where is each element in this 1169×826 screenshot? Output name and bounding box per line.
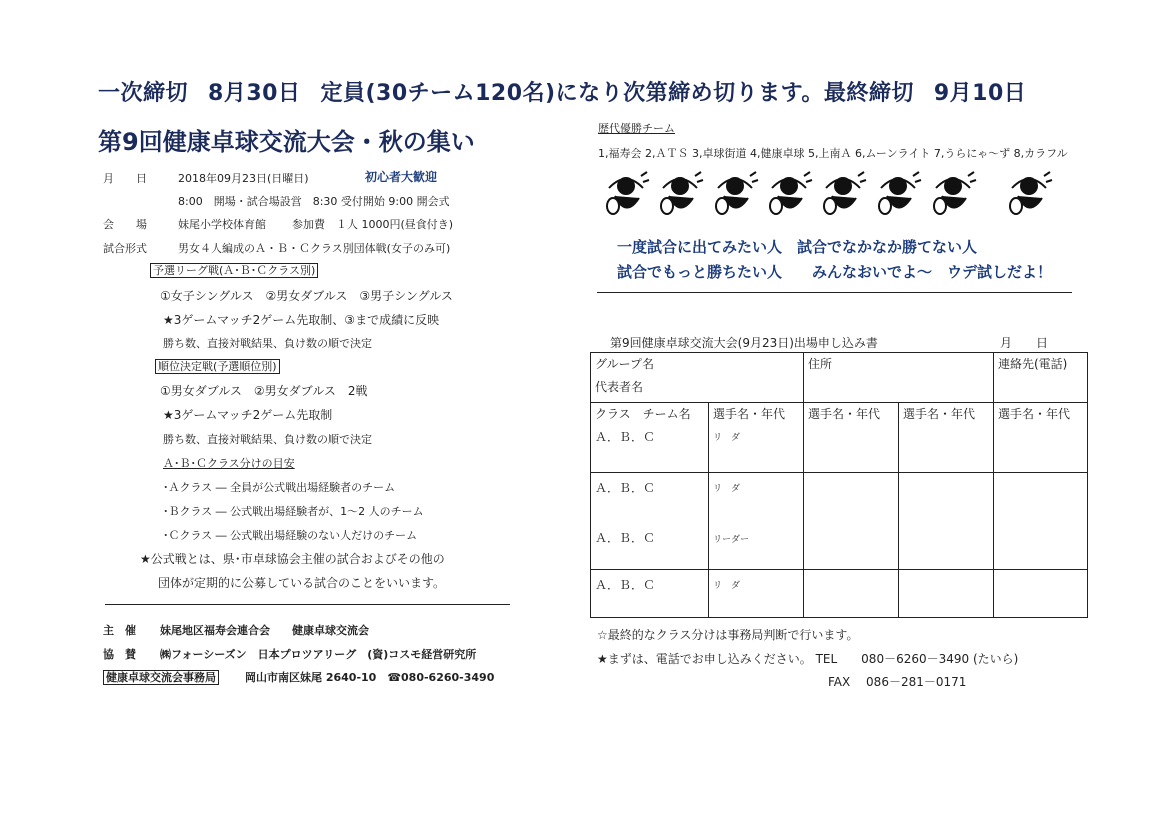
team-row-1-class[interactable]: [591, 403, 709, 473]
format-label: 試合形式: [103, 242, 147, 255]
class-decision-note: ☆最終的なクラス分けは事務局判断で行います。: [597, 628, 859, 642]
leader-label: リ ダ: [713, 484, 741, 494]
sponsor-value: ㈱フォーシーズン 日本プロツアリーグ (資)コスモ経営研究所: [160, 648, 477, 661]
host-value: 妹尾地区福寿会連合会 健康卓球交流会: [160, 624, 369, 637]
slogan-line2: 試合でもっと勝ちたい人 みんなおいでよ～ ウデ試しだよ！: [617, 263, 1053, 281]
date-label: 月 日: [103, 172, 147, 185]
table-tennis-player-icon: [655, 168, 705, 220]
team-row-2-class[interactable]: [591, 473, 709, 570]
ranking-rule: ★3ゲームマッチ2ゲーム先取制: [163, 408, 333, 422]
ranking-order: 勝ち数、直接対戦結果、負け数の順で決定: [163, 433, 372, 446]
capacity-notice: 定員(30チーム120名)になり次第締め切ります。最終締切: [320, 81, 914, 106]
form-title: 第9回健康卓球交流大会(9月23日)出場申し込み書: [610, 336, 878, 350]
table-tennis-player-icon: [873, 168, 923, 220]
group-name-label: グループ名: [595, 357, 655, 371]
team-row-4-player-2[interactable]: [804, 570, 899, 618]
team-row-2-player-4[interactable]: [994, 473, 1088, 570]
slogan-line1: 一度試合に出てみたい人 試合でなかなか勝てない人: [617, 238, 978, 256]
player-header: 選手名・年代: [903, 407, 976, 421]
table-tennis-player-icon: [928, 168, 978, 220]
deadline-headline: [98, 76, 1026, 107]
class-guide-title: Ａ･Ｂ･Ｃクラス分けの目安: [163, 457, 295, 470]
team-row-1-player-4[interactable]: [994, 403, 1088, 473]
table-tennis-player-icon: [764, 168, 814, 220]
team-row-1-player-2[interactable]: [804, 403, 899, 473]
leader-label: リ ダ: [713, 581, 741, 591]
fax-number: FAX 086－281－0171: [828, 675, 967, 689]
class-options: Ａ．Ｂ．Ｃ: [595, 430, 656, 444]
date-value: 2018年09月23日(日曜日): [178, 172, 309, 185]
team-row-4-player-1[interactable]: [709, 570, 804, 618]
team-row-1-player-1[interactable]: [709, 403, 804, 473]
contact-cell[interactable]: [994, 353, 1088, 403]
welcome-text: 初心者大歓迎: [365, 170, 438, 184]
representative-label: 代表者名: [595, 380, 644, 394]
past-winners-list: 1,福寿会 2,ＡＴＳ 3,卓球街道 4,健康卓球 5,上南Ａ 6,ムーンライト 7,うらにゃ～ず 8,カラフル: [598, 147, 1068, 160]
ranking-matches: ①男女ダブルス ②男女ダブルス 2戦: [160, 384, 368, 398]
contact-label: 連絡先(電話): [998, 357, 1068, 371]
table-tennis-player-icon: [601, 168, 651, 220]
leader-label: リ ダ: [713, 433, 741, 443]
class-b-desc: ･Ｂクラス ― 公式戦出場経験者が、1～2 人のチーム: [163, 505, 424, 518]
prelim-title: 予選リーグ戦(Ａ･Ｂ･Ｃクラス別): [150, 262, 318, 278]
address-label: 住所: [808, 357, 833, 371]
schedule-line: 8:00 開場・試合場設営 8:30 受付開始 9:00 開会式: [178, 195, 450, 208]
class-options: Ａ．Ｂ．Ｃ: [595, 531, 656, 545]
official-note-line2: 団体が定期的に公募している試合のことをいいます。: [158, 576, 446, 590]
team-row-2-player-1[interactable]: [709, 473, 804, 570]
player-header: 選手名・年代: [713, 407, 786, 421]
fee-value: 参加費 １人 1000円(昼食付き): [292, 218, 454, 231]
host-label: 主 催: [103, 624, 136, 637]
form-date: 月 日: [1000, 336, 1049, 350]
ranking-title: 順位決定戦(予選順位別): [155, 358, 280, 374]
team-row-4-class[interactable]: [591, 570, 709, 618]
sponsor-label: 協 賛: [103, 648, 136, 661]
group-name-cell[interactable]: [591, 353, 804, 403]
official-note-line1: ★公式戦とは、県･市卓球協会主催の試合およびその他の: [140, 552, 445, 566]
player-header: 選手名・年代: [808, 407, 881, 421]
team-row-4-player-4[interactable]: [994, 570, 1088, 618]
office-label: 健康卓球交流会事務局: [103, 669, 219, 685]
prelim-order: 勝ち数、直接対戦結果、負け数の順で決定: [163, 337, 372, 350]
right-divider: [597, 292, 1072, 293]
class-c-desc: ･Ｃクラス ― 公式戦出場経験のない人だけのチーム: [163, 529, 418, 542]
past-winners-title: 歴代優勝チーム: [598, 122, 675, 135]
player-header: 選手名・年代: [998, 407, 1071, 421]
first-deadline-date: 8月30日: [208, 81, 301, 106]
table-tennis-player-icon: [818, 168, 868, 220]
class-options: Ａ．Ｂ．Ｃ: [595, 481, 656, 495]
table-tennis-player-icon: [1004, 168, 1054, 220]
first-deadline-label: 一次締切: [98, 81, 189, 106]
team-row-4-player-3[interactable]: [899, 570, 994, 618]
prelim-matches: ①女子シングルス ②男女ダブルス ③男子シングルス: [160, 289, 453, 303]
team-row-1-player-3[interactable]: [899, 403, 994, 473]
final-deadline-date: 9月10日: [933, 81, 1027, 106]
left-divider: [105, 604, 510, 605]
table-tennis-player-icon: [710, 168, 760, 220]
team-row-2-player-2[interactable]: [804, 473, 899, 570]
prelim-rule: ★3ゲームマッチ2ゲーム先取制、③まで成績に反映: [163, 313, 440, 327]
venue-label: 会 場: [103, 218, 147, 231]
address-cell[interactable]: [804, 353, 994, 403]
venue-value: 妹尾小学校体育館: [178, 218, 266, 231]
class-options: Ａ．Ｂ．Ｃ: [595, 578, 656, 592]
class-a-desc: ･Ａクラス ― 全員が公式戦出場経験者のチーム: [163, 481, 396, 494]
event-title: 第9回健康卓球交流大会・秋の集い: [98, 128, 475, 156]
team-row-2-player-3[interactable]: [899, 473, 994, 570]
application-form-table: [590, 352, 1088, 618]
format-value: 男女４人編成のＡ・Ｂ・Ｃクラス別団体戦(女子のみ可): [178, 242, 451, 255]
leader-label: リーダー: [713, 535, 750, 545]
phone-application-note: ★まずは、電話でお申し込みください。 TEL 080－6260－3490 (たいら): [597, 652, 1019, 666]
office-address: 岡山市南区妹尾 2640-10 ☎080-6260-3490: [245, 671, 495, 684]
class-team-header: クラス チーム名: [595, 407, 691, 421]
